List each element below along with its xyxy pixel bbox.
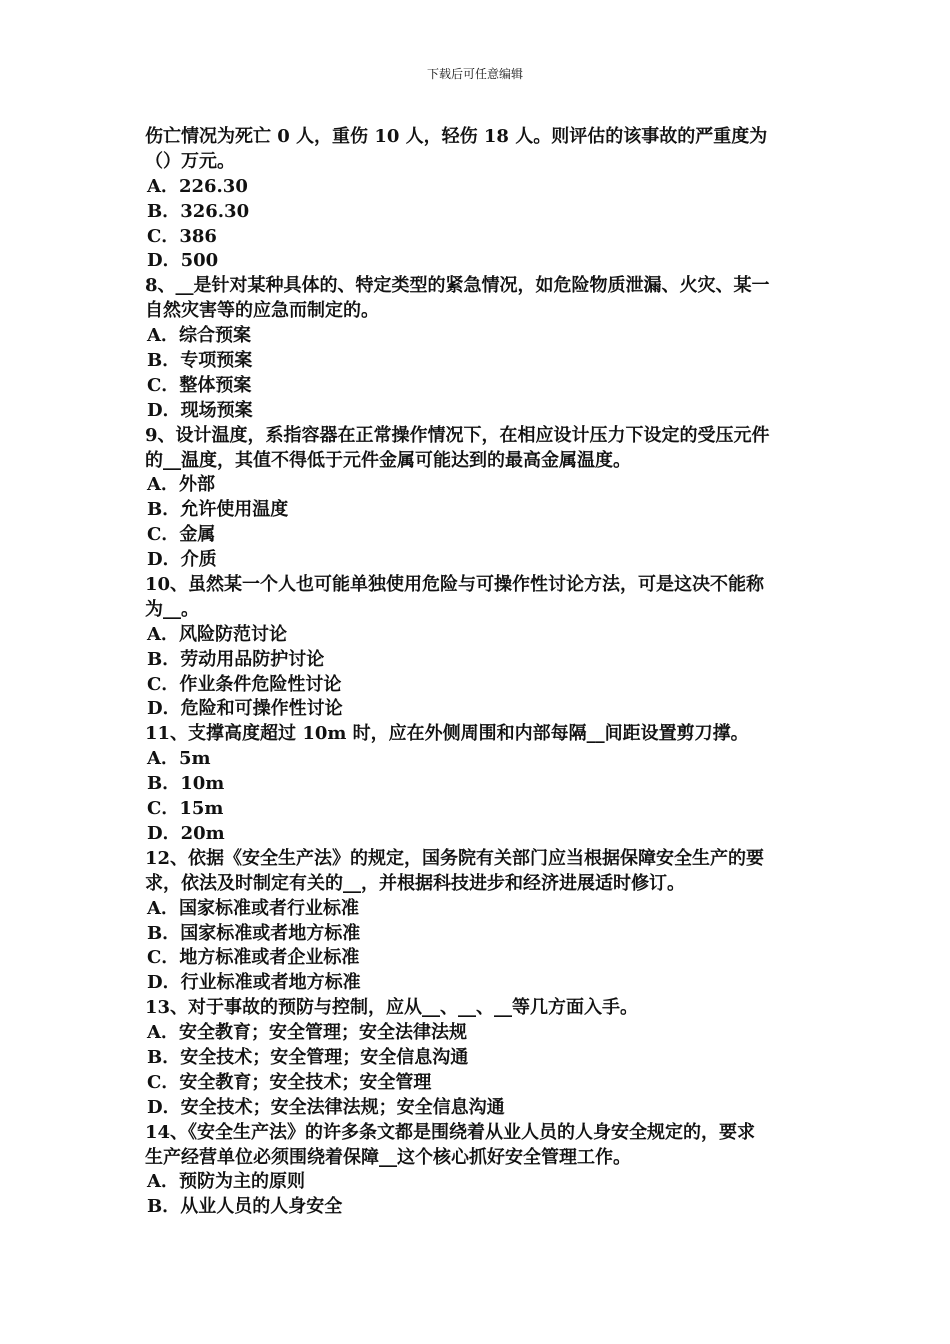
question-text-line: 12、依据《安全生产法》的规定，国务院有关部门应当根据保障安全生产的要 bbox=[145, 847, 765, 869]
question-text-line: 伤亡情况为死亡 0 人，重伤 10 人，轻伤 18 人。则评估的该事故的严重度为 bbox=[145, 126, 768, 147]
answer-option: D．安全技术；安全法律法规；安全信息沟通 bbox=[147, 1096, 505, 1118]
answer-option: A．风险防范讨论 bbox=[147, 623, 287, 645]
answer-option: A．5m bbox=[147, 748, 211, 770]
question-text-line: 为__。 bbox=[145, 598, 199, 620]
answer-option: D．现场预案 bbox=[147, 399, 253, 421]
answer-option: B．326.30 bbox=[147, 200, 250, 222]
answer-option: C．15m bbox=[147, 798, 224, 820]
answer-option: B．10m bbox=[147, 773, 225, 795]
answer-option: A．外部 bbox=[147, 474, 215, 496]
question-text-line: 8、__是针对某种具体的、特定类型的紧急情况，如危险物质泄漏、火灾、某一 bbox=[145, 275, 770, 297]
answer-option: C．作业条件危险性讨论 bbox=[147, 673, 342, 695]
answer-option: B．劳动用品防护讨论 bbox=[147, 648, 325, 670]
page-header: 下载后可任意编辑 bbox=[426, 67, 523, 81]
question-text-line: 11、支撑高度超过 10m 时，应在外侧周围和内部每隔__间距设置剪刀撑。 bbox=[145, 723, 749, 745]
answer-option: B．国家标准或者地方标准 bbox=[147, 922, 361, 944]
answer-option: C．安全教育；安全技术；安全管理 bbox=[147, 1071, 432, 1093]
answer-option: B．从业人员的人身安全 bbox=[147, 1196, 343, 1218]
answer-option: B．允许使用温度 bbox=[147, 499, 289, 521]
answer-option: A．综合预案 bbox=[147, 325, 251, 347]
answer-option: D．20m bbox=[147, 822, 225, 844]
question-text-line: 求，依法及时制定有关的__，并根据科技进步和经济进展适时修订。 bbox=[145, 872, 685, 894]
answer-option: C．地方标准或者企业标准 bbox=[147, 947, 360, 969]
answer-option: B．专项预案 bbox=[147, 350, 253, 372]
answer-option: C．金属 bbox=[147, 524, 216, 546]
answer-option: A．预防为主的原则 bbox=[147, 1171, 305, 1193]
answer-option: A．226.30 bbox=[147, 175, 248, 197]
answer-option: D．行业标准或者地方标准 bbox=[147, 972, 361, 994]
answer-option: D．介质 bbox=[147, 549, 217, 571]
question-text-line: 生产经营单位必须围绕着保障__这个核心抓好安全管理工作。 bbox=[145, 1146, 631, 1168]
question-text-line: 13、对于事故的预防与控制，应从__、__、__等几方面入手。 bbox=[145, 997, 639, 1019]
answer-option: D．危险和可操作性讨论 bbox=[147, 698, 343, 720]
question-text-line: 10、虽然某一个人也可能单独使用危险与可操作性讨论方法，可是这决不能称 bbox=[145, 574, 765, 596]
question-text-line: （）万元。 bbox=[145, 150, 235, 172]
answer-option: A．安全教育；安全管理；安全法律法规 bbox=[147, 1022, 467, 1044]
question-text-line: 9、设计温度，系指容器在正常操作情况下，在相应设计压力下设定的受压元件 bbox=[145, 424, 770, 446]
question-text-line: 14、《安全生产法》的许多条文都是围绕着从业人员的人身安全规定的，要求 bbox=[145, 1121, 756, 1143]
question-body bbox=[145, 125, 815, 1220]
answer-option: D．500 bbox=[147, 250, 219, 272]
answer-option: C．386 bbox=[147, 225, 217, 247]
answer-option: B．安全技术；安全管理；安全信息沟通 bbox=[147, 1046, 469, 1068]
answer-option: C．整体预案 bbox=[147, 374, 252, 396]
question-text-line: 自然灾害等的应急而制定的。 bbox=[145, 300, 379, 322]
question-text-line: 的__温度，其值不得低于元件金属可能达到的最高金属温度。 bbox=[145, 449, 631, 471]
answer-option: A．国家标准或者行业标准 bbox=[147, 897, 359, 919]
